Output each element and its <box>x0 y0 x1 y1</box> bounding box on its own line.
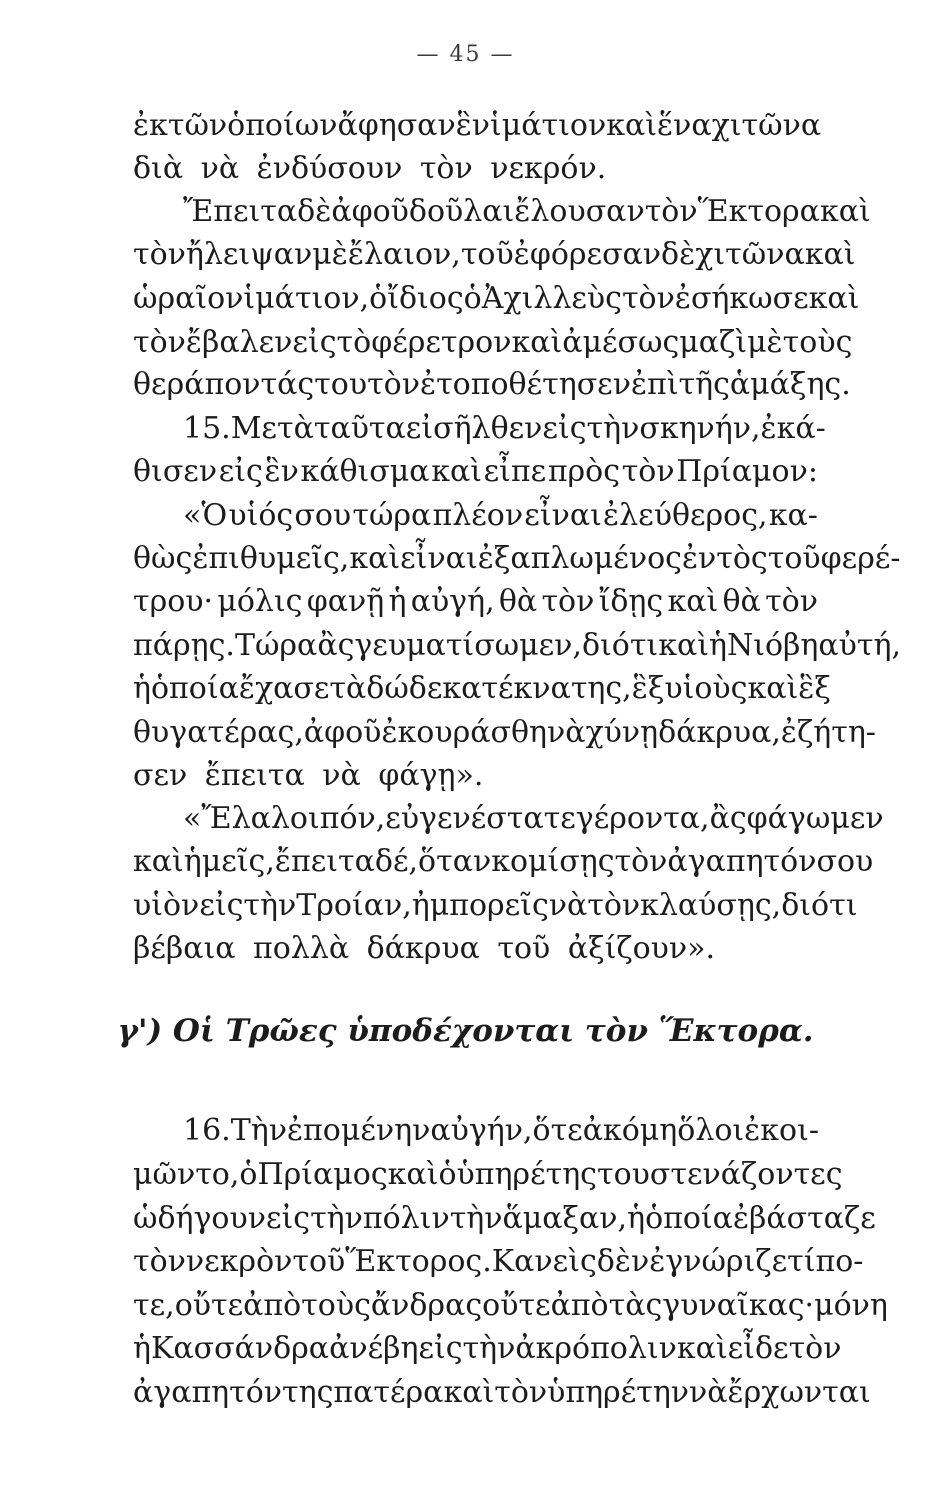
word: εἰς <box>265 1201 311 1236</box>
word: φάγωμεν <box>746 801 884 836</box>
word: ὅλοι <box>677 1113 745 1148</box>
word: τὸν <box>621 281 675 316</box>
word: εἰς <box>199 888 244 923</box>
word: γέροντα, <box>575 801 710 836</box>
word: τρου· <box>133 584 214 619</box>
word: κλαύσῃς, <box>640 888 782 923</box>
word: Μετὰ <box>230 411 314 446</box>
word: εἰς <box>542 411 587 446</box>
page-number: — 45 — <box>416 42 515 67</box>
word: τὸν <box>788 1331 842 1366</box>
word: θεράποντάς <box>133 367 315 402</box>
word: θὰ <box>722 584 761 619</box>
word: 15. <box>183 411 231 446</box>
word: Κασσάνδρα <box>150 1331 330 1366</box>
word: ἀμέσως <box>562 325 680 360</box>
word: θυγατέρας, <box>133 715 304 750</box>
word: ἀφοῦ <box>303 715 382 750</box>
word: εἶδε <box>727 1331 789 1366</box>
word: καὶ <box>804 237 856 272</box>
word: ἐγνώριζε <box>649 1244 788 1279</box>
word: θισεν <box>133 454 218 489</box>
word: καὶ <box>676 1331 728 1366</box>
word: ὅταν <box>418 844 492 879</box>
word: νὰ <box>548 888 588 923</box>
word: τὸν <box>541 584 595 619</box>
word: πατέρα <box>333 1375 444 1410</box>
word: τώρα <box>352 498 432 533</box>
word: ἐπομένην <box>286 1113 431 1148</box>
word: ἁμάξης. <box>729 367 851 402</box>
word: τοῦ <box>767 541 821 576</box>
word: καὶ <box>349 541 401 576</box>
word: οὔτε <box>482 1288 551 1323</box>
word: φέρετρον <box>371 325 512 360</box>
word: φανῇ <box>306 584 385 619</box>
word: εἶπε <box>483 454 547 489</box>
word: ἐλεύθερος, <box>603 498 768 533</box>
text-line <box>133 189 871 235</box>
word: ἐζήτη- <box>780 715 876 750</box>
word: πλέον <box>432 498 524 533</box>
word: ὁ <box>463 281 482 316</box>
word: ὑπηρέτης <box>456 1157 597 1192</box>
word: του <box>596 1157 650 1192</box>
word: χύνῃ <box>585 715 659 750</box>
section-heading: γ') Οἱ Τρῶες ὑποδέχονται τὸν Ἕκτορα. <box>117 1013 814 1049</box>
word: Πρίαμος <box>257 1157 388 1192</box>
word: δάκρυα, <box>658 715 781 750</box>
word: ἱμάτιον <box>490 108 607 143</box>
word: γυναῖκας· <box>662 1288 815 1323</box>
text-line <box>133 666 831 712</box>
word: μῶντο, <box>133 1157 240 1192</box>
word: χιτῶνα <box>711 108 822 143</box>
word: δοῦλαι <box>408 194 515 229</box>
word: κάθισμα <box>300 454 430 489</box>
word: Τώρα <box>234 628 318 663</box>
word: ἓν <box>455 108 491 143</box>
word: ἡ <box>133 1331 151 1366</box>
word: αὐγήν, <box>430 1113 533 1148</box>
word: «Ἔλα <box>183 801 271 836</box>
word: ἔλουσαν <box>514 194 645 229</box>
word: 16. <box>183 1113 231 1148</box>
word: υἱός <box>228 498 294 533</box>
word: ἓξ <box>798 671 831 706</box>
word: δώδεκα <box>366 671 482 706</box>
word: «Ὁ <box>183 498 228 533</box>
word: τὴν <box>243 888 297 923</box>
word: Ἀχιλλεὺς <box>481 281 622 316</box>
word: ἐκ <box>133 108 168 143</box>
word: του <box>314 367 368 402</box>
word: τοὺς <box>301 1288 371 1323</box>
word: ἀγαπητόν <box>133 1375 283 1410</box>
word: πάρῃς. <box>133 628 235 663</box>
word: σου <box>816 844 874 879</box>
word: τὸν <box>133 1244 186 1279</box>
word: τε, <box>133 1288 175 1323</box>
word: ἐβάσταζε <box>732 1201 876 1236</box>
word: Τροίαν, <box>296 888 412 923</box>
word: τὸ <box>336 325 372 360</box>
word: ἀπὸ <box>550 1288 609 1323</box>
word: φερέ- <box>820 541 901 576</box>
word: τοῦ <box>292 1244 346 1279</box>
word: καὶ <box>658 628 709 663</box>
text-line <box>133 1108 818 1154</box>
word: ἓν <box>264 454 299 489</box>
word: υἱὸν <box>133 888 200 923</box>
word: ὑπηρέτην <box>547 1375 690 1410</box>
word: ἔρχωνται <box>727 1375 871 1410</box>
text-line <box>133 839 874 885</box>
word: ἐκοι- <box>744 1113 819 1148</box>
word: Τὴν <box>230 1113 287 1148</box>
text-line <box>133 1152 843 1198</box>
word: ὁ <box>369 281 388 316</box>
word: νεκρὸν <box>185 1244 293 1279</box>
word: δὲν <box>596 1244 650 1279</box>
word: δέ, <box>374 844 419 879</box>
word: τὸν <box>621 454 675 489</box>
word: αὐτή, <box>818 628 901 663</box>
word: Ἕκτορος. <box>345 1244 492 1279</box>
word: αὐγή, <box>410 584 495 619</box>
text-line <box>133 710 876 756</box>
word: ἄφησαν <box>337 108 456 143</box>
word: ἀκρόπολιν <box>515 1331 677 1366</box>
text-line <box>133 1239 864 1285</box>
word: εἰς <box>292 325 337 360</box>
word: ἡ <box>708 628 727 663</box>
text-line <box>133 406 826 452</box>
word: τὸν <box>765 584 818 619</box>
word: διότι <box>581 628 659 663</box>
word: ἔβαλεν <box>185 325 293 360</box>
word: ὁποία <box>645 1201 733 1236</box>
word: μαζὶ <box>679 325 748 360</box>
word: ἤλειψαν <box>185 237 313 272</box>
word: Πρίαμον: <box>676 454 818 489</box>
word: ἀνέβη <box>329 1331 419 1366</box>
word: θὼς <box>133 541 193 576</box>
word: νὰ <box>689 1375 728 1410</box>
text-line <box>133 1370 871 1416</box>
text-line <box>133 103 822 149</box>
word: τὸν <box>644 194 698 229</box>
word: τὸν <box>614 844 668 879</box>
word: καὶ <box>606 108 657 143</box>
word: ἡμεῖς, <box>183 844 275 879</box>
word: ὁ <box>239 1157 258 1192</box>
word: τὰς <box>608 1288 663 1323</box>
word: ἀκόμη <box>582 1113 678 1148</box>
word: τὸν <box>494 1375 548 1410</box>
word: ἴδῃς <box>598 584 664 619</box>
word: καὶ <box>431 454 482 489</box>
word: μόνη <box>814 1288 888 1323</box>
word: Ἔπειτα <box>183 194 298 229</box>
word: διότι <box>781 888 858 923</box>
word: εἰς <box>218 454 263 489</box>
word: ἐντὸς <box>681 541 768 576</box>
text-line <box>133 1326 842 1372</box>
word: ἓξ <box>631 671 665 706</box>
word: μὲ <box>747 325 783 360</box>
word: ἐκουράσθη <box>381 715 547 750</box>
word: τὰ <box>329 671 367 706</box>
text-line <box>133 493 818 539</box>
word: ἠμπορεῖς <box>411 888 549 923</box>
word: τῆς <box>678 367 730 402</box>
word: καὶ <box>387 1157 439 1192</box>
text-line <box>133 276 860 322</box>
word: ὁποίων <box>227 108 338 143</box>
word: καὶ <box>819 194 871 229</box>
word: της, <box>570 671 632 706</box>
word: ἐπὶ <box>630 367 679 402</box>
word: εὐγενέστατε <box>385 801 576 836</box>
word: υἱοὺς <box>664 671 748 706</box>
word: σκηνήν, <box>639 411 761 446</box>
text-line: σεν ἔπειτα νὰ φάγῃ». <box>133 758 484 793</box>
word: Κανεὶς <box>491 1244 597 1279</box>
word: οὔτε <box>174 1288 244 1323</box>
word: ἂς <box>317 628 355 663</box>
word: ἐτοποθέτησεν <box>419 367 631 402</box>
word: πρὸς <box>547 454 621 489</box>
word: ἐσήκωσε <box>674 281 809 316</box>
word: ὅτε <box>532 1113 583 1148</box>
word: ὁποία <box>150 671 239 706</box>
text-line <box>133 232 856 278</box>
word: τὴν <box>586 411 640 446</box>
word: τὸν <box>587 888 641 923</box>
text-line <box>133 449 818 495</box>
word: ἄνδρας <box>370 1288 483 1323</box>
word: μὲ <box>312 237 348 272</box>
word: πόλιν <box>362 1201 450 1236</box>
word: κομίσῃς <box>491 844 615 879</box>
word: ἐξαπλωμένος <box>477 541 682 576</box>
word: Νιόβη <box>726 628 819 663</box>
word: εἰς <box>418 1331 463 1366</box>
text-line <box>133 320 853 366</box>
text-line <box>133 536 901 582</box>
word: τοῦ <box>460 237 514 272</box>
word: Ἕκτορα <box>697 194 820 229</box>
text-line <box>133 796 884 842</box>
word: ἐπιθυμεῖς, <box>192 541 350 576</box>
text-line: διὰ νὰ ἐνδύσουν τὸν νεκρόν. <box>133 151 607 186</box>
word: ταῦτα <box>313 411 406 446</box>
word: τὴν <box>310 1201 363 1236</box>
text-line <box>133 883 858 929</box>
text-line <box>133 362 851 408</box>
word: τοὺς <box>782 325 853 360</box>
text-line <box>133 623 901 669</box>
word: τὸν <box>133 325 186 360</box>
word: ἡ <box>627 1201 646 1236</box>
word: καὶ <box>133 844 184 879</box>
word: ἱμάτιον, <box>243 281 370 316</box>
word: καὶ <box>511 325 563 360</box>
word: τέκνα <box>481 671 571 706</box>
word: ἐφόρεσαν <box>513 237 662 272</box>
word: ἔχασε <box>238 671 330 706</box>
word: τὸν <box>133 237 186 272</box>
word: καὶ <box>808 281 860 316</box>
word: ὡδήγουν <box>133 1201 266 1236</box>
word: ἡ <box>388 584 407 619</box>
text-line <box>133 1283 888 1329</box>
word: τὸν <box>367 367 420 402</box>
word: θὰ <box>498 584 538 619</box>
word: λοιπόν, <box>270 801 386 836</box>
word: γευματίσωμεν, <box>354 628 582 663</box>
word: ἀπὸ <box>243 1288 302 1323</box>
word: ἕνα <box>657 108 712 143</box>
word: τῶν <box>167 108 228 143</box>
word: ἔλαιον, <box>347 237 461 272</box>
word: μόλις <box>217 584 303 619</box>
word: της <box>282 1375 334 1410</box>
word: σου <box>294 498 352 533</box>
word: ἔπειτα <box>274 844 375 879</box>
word: ἀφοῦ <box>331 194 409 229</box>
word: δὲ <box>297 194 332 229</box>
word: νὰ <box>547 715 586 750</box>
word: κα- <box>768 498 818 533</box>
word: δὲ <box>661 237 696 272</box>
word: τὴν <box>462 1331 516 1366</box>
word: ὡραῖον <box>133 281 244 316</box>
word: εἶναι <box>400 541 478 576</box>
word: εἶναι <box>524 498 602 533</box>
word: ἂς <box>709 801 747 836</box>
word: χιτῶνα <box>695 237 805 272</box>
text-line: βέβαια πολλὰ δάκρυα τοῦ ἀξίζουν». <box>133 931 716 966</box>
text-line <box>133 579 818 625</box>
word: ἐκά- <box>760 411 826 446</box>
word: στενάζοντες <box>649 1157 843 1192</box>
word: ἴδιος <box>387 281 464 316</box>
word: ἡ <box>133 671 151 706</box>
word: τὴν <box>449 1201 503 1236</box>
word: καὶ <box>747 671 799 706</box>
word: τίπο- <box>787 1244 864 1279</box>
word: ἀγαπητόν <box>667 844 817 879</box>
word: ἅμαξαν, <box>502 1201 628 1236</box>
word: εἰσῆλθεν <box>405 411 543 446</box>
word: καὶ <box>443 1375 495 1410</box>
word: ὁ <box>438 1157 457 1192</box>
text-line <box>133 1196 876 1242</box>
word: καὶ <box>667 584 719 619</box>
